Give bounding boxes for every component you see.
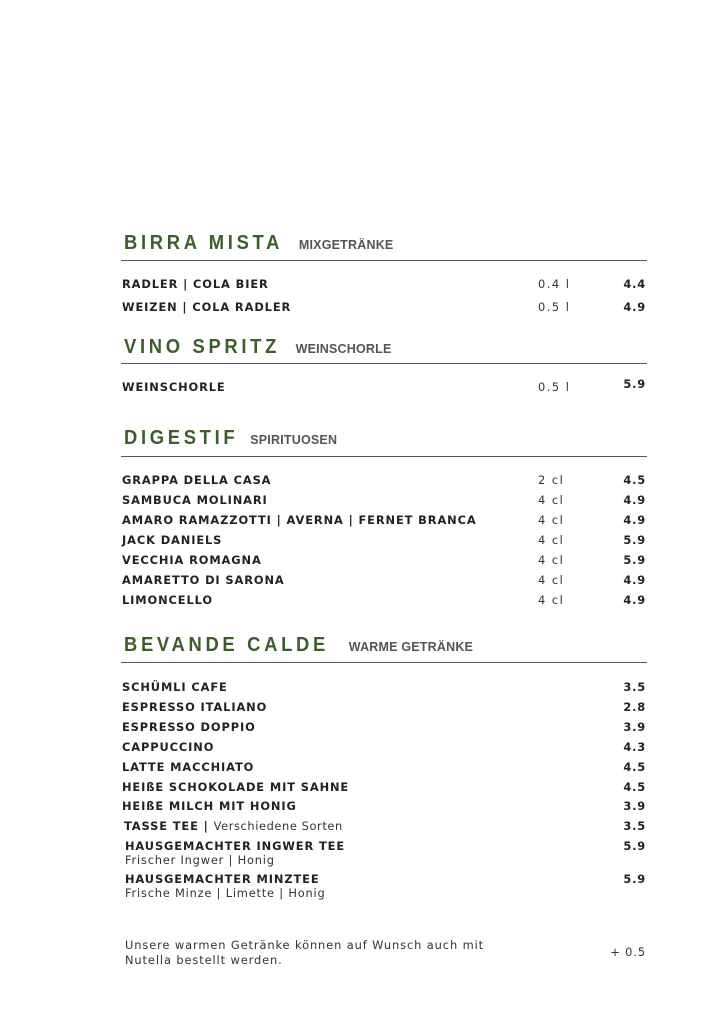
item-price: 4.9 xyxy=(623,513,646,527)
menu-item xyxy=(0,513,724,529)
item-name: LIMONCELLO xyxy=(122,593,213,607)
item-note: Verschiedene Sorten xyxy=(213,819,343,833)
item-name: HAUSGEMACHTER MINZTEE xyxy=(125,872,320,886)
item-quantity: 0.5 l xyxy=(538,380,571,394)
item-quantity: 0.5 l xyxy=(538,300,571,314)
item-name: WEIZEN | COLA RADLER xyxy=(122,300,292,314)
section-subtitle: MIXGETRÄNKE xyxy=(298,238,394,252)
item-name: HEIßE SCHOKOLADE MIT SAHNE xyxy=(122,780,350,794)
section-subtitle: WARME GETRÄNKE xyxy=(348,640,474,654)
menu-item xyxy=(0,377,724,396)
item-price: 5.9 xyxy=(623,533,646,547)
item-quantity: 4 cl xyxy=(538,573,565,587)
item-description: Frische Minze | Limette | Honig xyxy=(125,886,326,900)
item-name: ESPRESSO ITALIANO xyxy=(122,700,268,714)
menu-item xyxy=(0,760,724,776)
item-name: WEINSCHORLE xyxy=(122,380,226,394)
menu-item xyxy=(0,740,724,756)
item-name: SCHÜMLI CAFE xyxy=(122,680,228,694)
item-quantity: 4 cl xyxy=(538,553,565,567)
item-quantity: 0.4 l xyxy=(538,277,571,291)
menu-item xyxy=(0,819,724,835)
item-name: SAMBUCA MOLINARI xyxy=(122,493,268,507)
item-price: 3.9 xyxy=(623,799,646,813)
item-quantity: 4 cl xyxy=(538,533,565,547)
menu-item xyxy=(0,720,724,736)
menu-item xyxy=(0,553,724,569)
menu-item xyxy=(0,473,724,489)
menu-item xyxy=(0,593,724,609)
item-quantity: 4 cl xyxy=(538,513,565,527)
menu-item xyxy=(0,680,724,696)
item-price: 4.5 xyxy=(623,760,646,774)
menu-item xyxy=(0,493,724,509)
menu-item xyxy=(0,573,724,589)
item-price: 2.8 xyxy=(623,700,646,714)
menu-item xyxy=(0,839,724,869)
menu-item xyxy=(0,300,724,316)
item-quantity: 4 cl xyxy=(538,493,565,507)
item-description: Frischer Ingwer | Honig xyxy=(125,853,275,867)
item-price: 5.9 xyxy=(623,839,646,853)
item-price: 5.9 xyxy=(623,553,646,567)
item-name: GRAPPA DELLA CASA xyxy=(122,473,272,487)
menu-item xyxy=(0,872,724,902)
menu-item xyxy=(0,780,724,796)
item-quantity: 4 cl xyxy=(538,593,565,607)
item-name: VECCHIA ROMAGNA xyxy=(122,553,262,567)
section-header-digestif xyxy=(124,427,337,450)
item-name: HAUSGEMACHTER INGWER TEE xyxy=(125,839,346,853)
menu-item xyxy=(0,533,724,549)
item-name: RADLER | COLA BIER xyxy=(122,277,269,291)
section-subtitle: SPIRITUOSEN xyxy=(250,433,338,447)
item-name: ESPRESSO DOPPIO xyxy=(122,720,256,734)
item-name: LATTE MACCHIATO xyxy=(122,760,255,774)
item-price: 3.5 xyxy=(623,680,646,694)
section-header-birra-mista xyxy=(124,232,393,255)
item-name-text: TASSE TEE | xyxy=(124,819,209,833)
section-divider xyxy=(121,260,647,261)
item-price: 5.9 xyxy=(623,872,646,886)
section-header-vino-spritz xyxy=(124,336,392,359)
item-price: 3.5 xyxy=(623,819,646,833)
item-price: 4.9 xyxy=(623,493,646,507)
section-subtitle: WEINSCHORLE xyxy=(295,342,392,356)
section-title: DIGESTIF xyxy=(124,427,239,449)
section-title: VINO SPRITZ xyxy=(124,336,281,358)
menu-item xyxy=(0,277,724,293)
item-price: 3.9 xyxy=(623,720,646,734)
extra-price: + 0.5 xyxy=(610,945,646,959)
item-name: AMARO RAMAZZOTTI | AVERNA | FERNET BRANCA xyxy=(122,513,477,527)
item-price: 4.5 xyxy=(623,780,646,794)
item-price: 4.4 xyxy=(623,277,646,291)
item-name: JACK DANIELS xyxy=(122,533,223,547)
item-quantity: 2 cl xyxy=(538,473,565,487)
section-divider xyxy=(121,662,647,663)
footer-note: Unsere warmen Getränke können auf Wunsch auch mit Nutella bestellt werden. xyxy=(125,938,485,967)
section-divider xyxy=(121,456,647,457)
item-price: 5.9 xyxy=(623,377,646,391)
section-title: BIRRA MISTA xyxy=(124,232,284,254)
item-price: 4.3 xyxy=(623,740,646,754)
item-price: 4.9 xyxy=(623,593,646,607)
menu-item xyxy=(0,700,724,716)
item-price: 4.9 xyxy=(623,300,646,314)
menu-item xyxy=(0,799,724,815)
section-header-bevande-calde xyxy=(124,634,473,657)
item-price: 4.5 xyxy=(623,473,646,487)
item-name xyxy=(124,819,343,833)
item-price: 4.9 xyxy=(623,573,646,587)
section-title: BEVANDE CALDE xyxy=(124,634,329,656)
item-name: HEIßE MILCH MIT HONIG xyxy=(122,799,297,813)
item-name: AMARETTO DI SARONA xyxy=(122,573,285,587)
item-name: CAPPUCCINO xyxy=(122,740,215,754)
section-divider xyxy=(121,363,647,364)
